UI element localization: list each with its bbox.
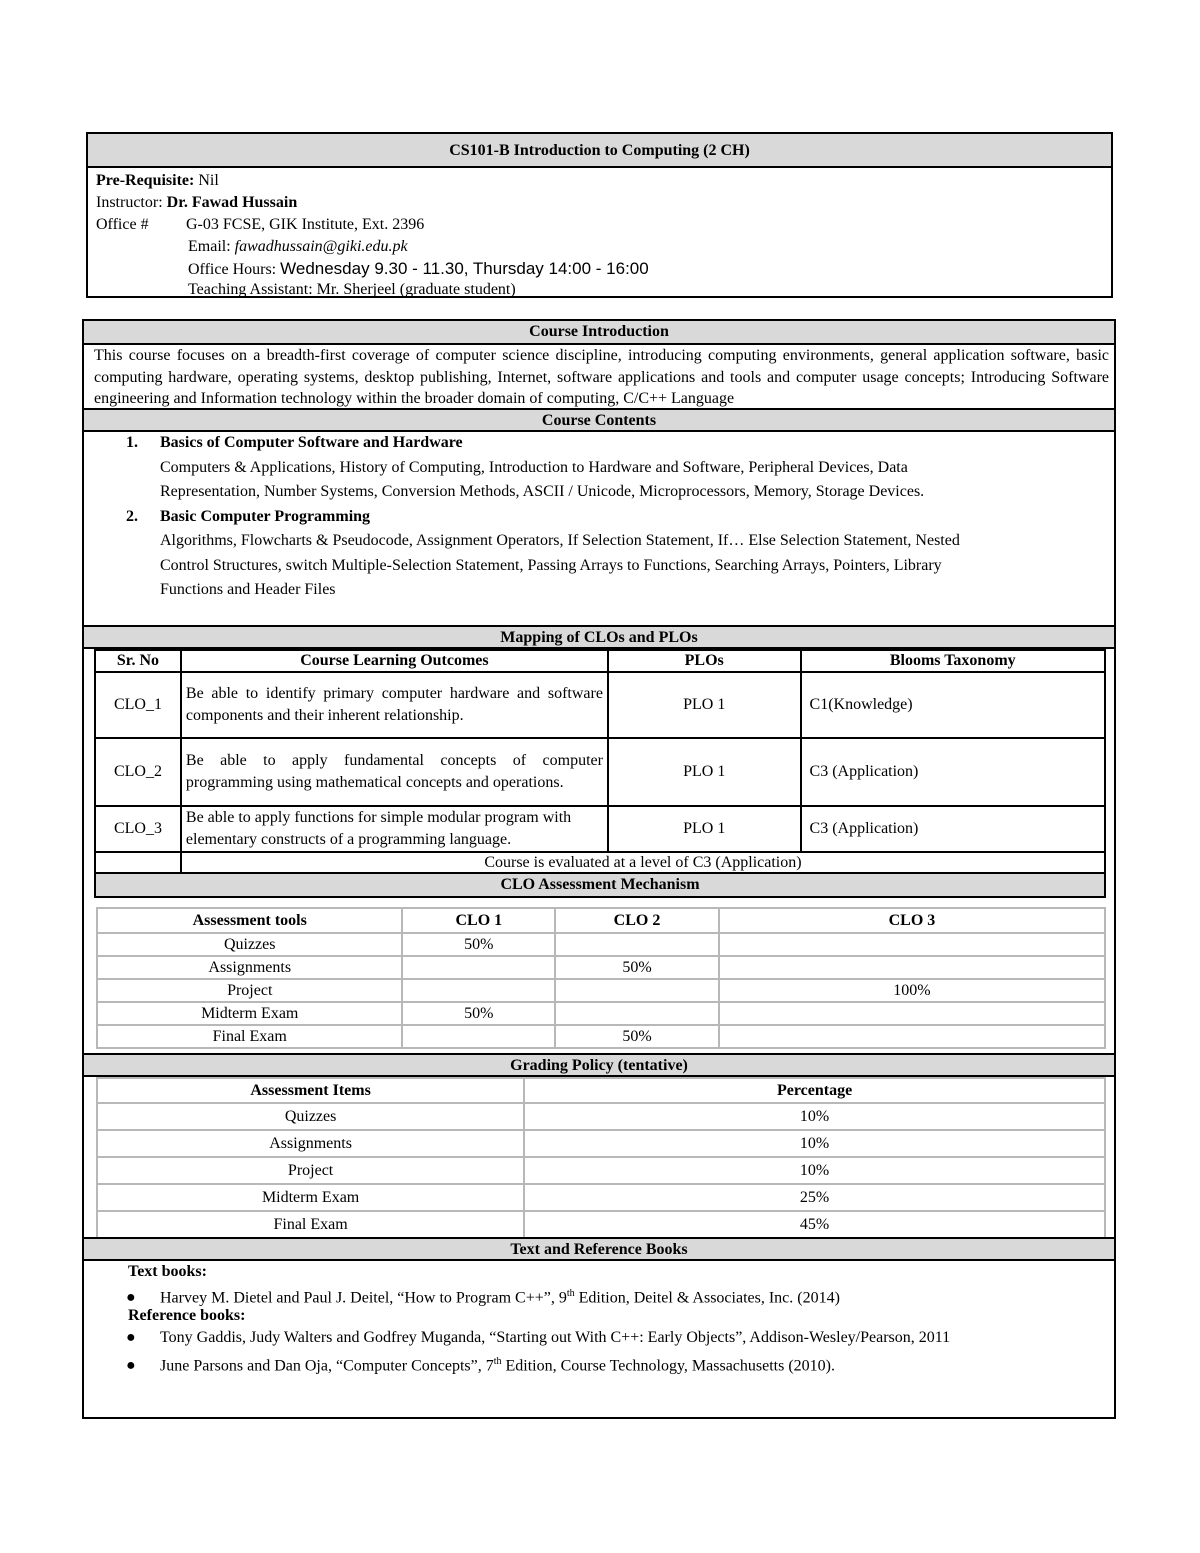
- clo-plo: PLO 1: [608, 672, 801, 738]
- cell: Project: [97, 979, 402, 1002]
- reference-book-item: [126, 1351, 835, 1377]
- clo-plo: PLO 1: [608, 806, 801, 852]
- cell: 10%: [524, 1103, 1105, 1130]
- cell: 45%: [524, 1211, 1105, 1238]
- text-books-label: Text books:: [128, 1263, 207, 1280]
- cell: Midterm Exam: [97, 1184, 524, 1211]
- email-line: [188, 236, 408, 258]
- content-item-1: [126, 431, 960, 505]
- bullet-icon: ●: [126, 1357, 136, 1375]
- office-line: [96, 214, 425, 236]
- contents-heading: Course Contents: [84, 408, 1114, 432]
- assessment-heading: CLO Assessment Mechanism: [95, 873, 1105, 897]
- clo-outcome: Be able to identify primary computer hardware and software components and their inherent relationship.: [181, 672, 608, 738]
- table-row: [97, 1103, 1105, 1130]
- course-title: CS101-B Introduction to Computing (2 CH): [88, 134, 1111, 168]
- cell: [555, 933, 719, 956]
- cell: [555, 979, 719, 1002]
- office-hours-line: [188, 258, 649, 281]
- office-hours-value: Wednesday 9.30 - 11.30, Thursday 14:00 - 16:00: [280, 259, 649, 278]
- content-item-line: Computers & Applications, History of Computing, Introduction to Hardware and Software, Peripheral Devices, Data: [160, 458, 908, 476]
- email-label: Email:: [188, 238, 235, 255]
- prereq-line: [96, 170, 219, 192]
- column-header: Percentage: [524, 1078, 1105, 1103]
- books-heading: Text and Reference Books: [84, 1237, 1114, 1261]
- content-item-number: 1.: [126, 434, 138, 451]
- clo-id: CLO_1: [95, 672, 181, 738]
- instructor-name: Dr. Fawad Hussain: [166, 194, 298, 211]
- grading-table: [96, 1077, 1106, 1239]
- cell: Quizzes: [97, 933, 402, 956]
- clo-plo: PLO 1: [608, 738, 801, 806]
- intro-heading: Course Introduction: [84, 321, 1114, 345]
- table-row: [97, 956, 1105, 979]
- content-item-line: Representation, Number Systems, Conversion Methods, ASCII / Unicode, Microprocessors, Memory, Storage Devices.: [160, 483, 925, 500]
- table-row: [97, 1184, 1105, 1211]
- table-row: [97, 1130, 1105, 1157]
- clo-outcome: Be able to apply fundamental concepts of computer programming using mathematical concepts and operations.: [181, 738, 608, 806]
- cell: [402, 979, 555, 1002]
- table-row: [95, 852, 1105, 873]
- table-row: [95, 806, 1105, 852]
- course-details-box: [82, 319, 1116, 1419]
- column-header: CLO 1: [402, 908, 555, 933]
- book-text: Tony Gaddis, Judy Walters and Godfrey Muganda, “Starting out With C++: Early Objects”, Addison-Wesley/Pearson, 2011: [160, 1329, 951, 1346]
- cell: 100%: [719, 979, 1105, 1002]
- intro-text: This course focuses on a breadth-first coverage of computer science discipline, introducing computing environments, general application software, basic computing hardware, operating systems, desktop publishing, Internet, software applications and tools and computer usage concepts; Introducing Software engineering and Information technology within the broader domain of computing, C/C++ Language: [94, 347, 1109, 407]
- cell: Midterm Exam: [97, 1002, 402, 1025]
- contents-list: [126, 431, 960, 603]
- bullet-icon: ●: [126, 1289, 136, 1307]
- superscript: th: [566, 1288, 575, 1299]
- reference-book-item: [126, 1327, 950, 1349]
- prereq-value: Nil: [194, 172, 219, 189]
- table-row: [97, 933, 1105, 956]
- column-header: Assessment Items: [97, 1078, 524, 1103]
- cell: [719, 956, 1105, 979]
- column-header: Sr. No: [95, 650, 181, 672]
- table-row: [97, 1157, 1105, 1184]
- cell: [719, 1025, 1105, 1048]
- cell: 50%: [555, 1025, 719, 1048]
- content-item-line: Functions and Header Files: [160, 581, 336, 598]
- content-item-number: 2.: [126, 507, 138, 525]
- grading-heading: Grading Policy (tentative): [84, 1053, 1114, 1077]
- table-row: [97, 1002, 1105, 1025]
- table-header-row: [97, 908, 1105, 933]
- cell: 10%: [524, 1157, 1105, 1184]
- cell: 50%: [555, 956, 719, 979]
- office-hours-label: Office Hours:: [188, 261, 281, 278]
- cell: Quizzes: [97, 1103, 524, 1130]
- prereq-label: Pre-Requisite:: [96, 172, 195, 189]
- cell: Project: [97, 1157, 524, 1184]
- clo-bloom: C3 (Application): [801, 806, 1105, 852]
- clo-id: CLO_2: [95, 738, 181, 806]
- table-header-row: [97, 1078, 1105, 1103]
- ta-line: Teaching Assistant: Mr. Sherjeel (graduate student): [188, 281, 516, 298]
- cell: Assignments: [97, 956, 402, 979]
- column-header: CLO 2: [555, 908, 719, 933]
- cell: 50%: [402, 1002, 555, 1025]
- table-header-row: [95, 650, 1105, 672]
- content-item-title: Basics of Computer Software and Hardware: [160, 434, 463, 451]
- book-text: Harvey M. Dietel and Paul J. Deitel, “How to Program C++”, 9: [160, 1289, 567, 1307]
- clo-bloom: C3 (Application): [801, 738, 1105, 806]
- superscript: th: [493, 1356, 502, 1367]
- cell: [719, 933, 1105, 956]
- clo-plo-table: [94, 649, 1106, 898]
- table-row: [97, 1211, 1105, 1238]
- column-header: CLO 3: [719, 908, 1105, 933]
- cell: Final Exam: [97, 1211, 524, 1238]
- evaluation-level: Course is evaluated at a level of C3 (Application): [181, 852, 1105, 873]
- office-value: G-03 FCSE, GIK Institute, Ext. 2396: [186, 216, 425, 233]
- reference-books-label: Reference books:: [128, 1307, 246, 1324]
- instructor-label: Instructor:: [96, 194, 167, 211]
- content-item-2: [126, 505, 960, 603]
- column-header: Assessment tools: [97, 908, 402, 933]
- cell: [402, 956, 555, 979]
- empty-cell: [95, 852, 181, 873]
- content-item-line: Algorithms, Flowcharts & Pseudocode, Assignment Operators, If Selection Statement, If… Else Selection Statement, Nested: [160, 532, 960, 549]
- course-header-box: [86, 132, 1113, 298]
- table-row: [95, 672, 1105, 738]
- book-text: Edition, Course Technology, Massachusetts (2010).: [501, 1357, 835, 1375]
- office-label: Office #: [96, 216, 149, 233]
- clo-outcome: Be able to apply functions for simple modular program with elementary constructs of a programming language.: [181, 806, 608, 852]
- content-item-line: Control Structures, switch Multiple-Selection Statement, Passing Arrays to Functions, Searching Arrays, Pointers, Library: [160, 556, 942, 574]
- cell: [402, 1025, 555, 1048]
- book-text: Edition, Deitel & Associates, Inc. (2014): [574, 1289, 840, 1307]
- column-header: Course Learning Outcomes: [181, 650, 608, 672]
- content-item-title: Basic Computer Programming: [160, 507, 371, 525]
- book-text: June Parsons and Dan Oja, “Computer Concepts”, 7: [160, 1357, 494, 1375]
- email-link[interactable]: fawadhussain@giki.edu.pk: [234, 238, 408, 255]
- clo-id: CLO_3: [95, 806, 181, 852]
- clo-bloom: C1(Knowledge): [801, 672, 1105, 738]
- clo-assessment-table: [96, 907, 1106, 1049]
- cell: [555, 1002, 719, 1025]
- cell: 25%: [524, 1184, 1105, 1211]
- cell: [719, 1002, 1105, 1025]
- bullet-icon: ●: [126, 1329, 136, 1346]
- cell: 50%: [402, 933, 555, 956]
- mapping-heading: Mapping of CLOs and PLOs: [84, 625, 1114, 649]
- cell: Final Exam: [97, 1025, 402, 1048]
- instructor-line: [96, 192, 297, 214]
- table-row: [97, 1025, 1105, 1048]
- table-row: [95, 738, 1105, 806]
- table-row: [97, 979, 1105, 1002]
- cell: Assignments: [97, 1130, 524, 1157]
- table-header-row: [95, 873, 1105, 897]
- column-header: Blooms Taxonomy: [801, 650, 1105, 672]
- column-header: PLOs: [608, 650, 801, 672]
- cell: 10%: [524, 1130, 1105, 1157]
